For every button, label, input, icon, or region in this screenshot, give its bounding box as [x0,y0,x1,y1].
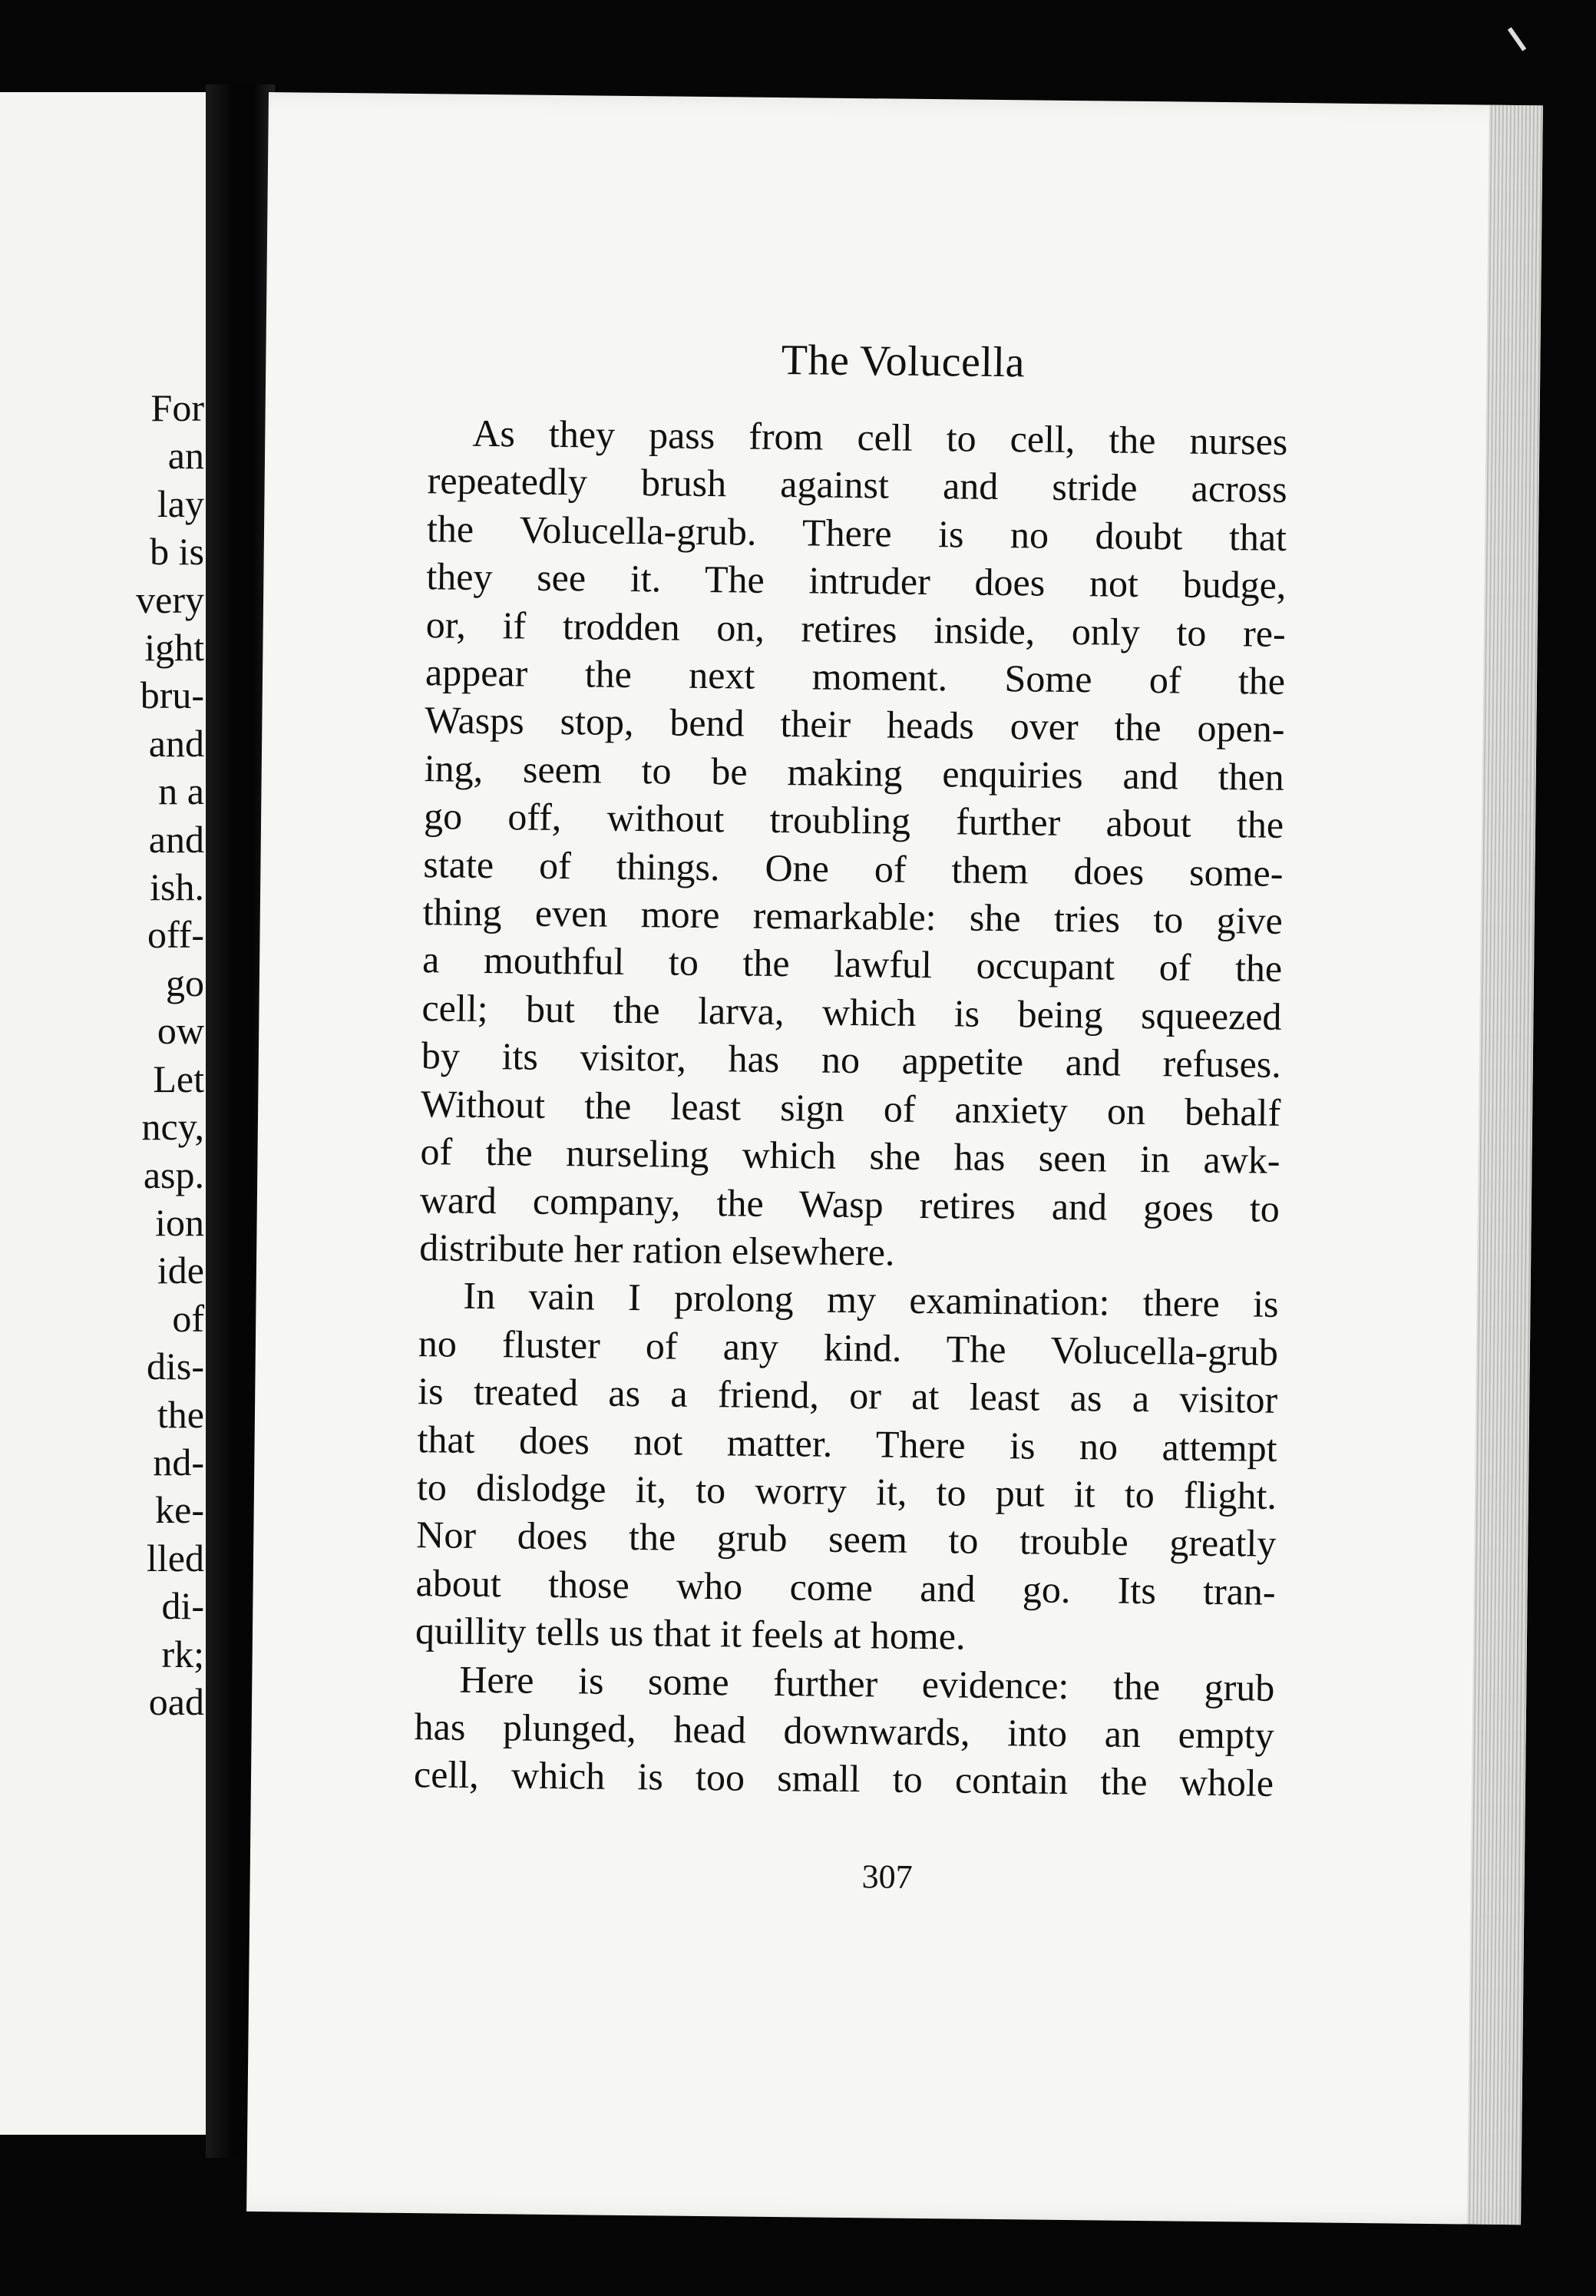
text-line: by its visitor, has no appetite and refuses. [421,1034,1282,1087]
left-line: Let [153,1057,204,1100]
left-line: go [166,961,204,1004]
left-line: b is [150,530,204,574]
left-line: ow [157,1009,204,1053]
text-line: thing even more remarkable: she tries to give [422,890,1284,942]
text-line: that does not matter. There is no attempt [417,1417,1277,1470]
left-line: and [148,817,204,861]
text-line: Here is some further evidence: the grub [459,1657,1275,1709]
left-line: ncy, [141,1105,204,1149]
left-page [0,92,206,2135]
left-line: asp. [143,1153,204,1196]
text-line: Nor does the grub seem to trouble greatly [416,1513,1277,1566]
text-line: distribute her ration elsewhere. [418,1226,895,1274]
text-line: about those who come and go. Its tran- [415,1560,1276,1613]
text-line: is treated as a friend, or at least as a visitor [418,1369,1278,1421]
left-line: rk; [161,1632,204,1676]
left-line: ish. [150,865,204,909]
left-line: di- [161,1584,204,1628]
left-line: lay [157,481,204,525]
left-line: For [150,386,204,429]
text-line: state of things. One of them does some- [423,842,1284,895]
left-line: very [136,577,204,621]
left-line: bru- [140,673,204,717]
paragraph-3 [414,1655,1275,1808]
left-line: nd- [153,1440,204,1484]
left-line: dis- [147,1345,204,1388]
text-line: ward company, the Wasp retires and goes to [419,1177,1280,1230]
page-number: 307 [861,1858,913,1896]
left-line: an [167,434,204,478]
text-line: ing, seem to be making enquiries and then [424,746,1285,799]
left-line: of [172,1296,204,1340]
left-line: ion [155,1200,204,1244]
left-line: the [157,1392,204,1436]
text-line: appear the next moment. Some of the [425,650,1286,703]
left-line: n a [158,769,204,813]
text-line: to dislodge it, to worry it, to put it to flight. [416,1465,1277,1517]
text-line: go off, without troubling further about the [423,794,1284,847]
text-line: cell; but the larva, which is being squeezed [421,986,1282,1038]
text-line: or, if trodden on, retires inside, only to re- [425,602,1286,655]
left-line: and [148,721,204,765]
text-line: has plunged, head downwards, into an empty [414,1705,1274,1757]
text-line: cell, which is too small to contain the whole [413,1752,1274,1805]
text-line: As they pass from cell to cell, the nurses [472,411,1288,463]
text-line: a mouthful to the lawful occupant of the [421,938,1283,991]
text-line: repeatedly brush against and stride across [427,458,1287,511]
text-line: Without the least sign of anxiety on behalf [420,1081,1281,1134]
left-line: ke- [155,1488,204,1532]
text-line: the Volucella-grub. There is no doubt that [426,507,1287,559]
left-line: oad [148,1679,204,1723]
body-text [414,409,1288,1807]
left-line: lled [147,1536,204,1580]
text-line: quillity tells us that it feels at home. [415,1609,966,1658]
text-line: In vain I prolong my examination: there is [463,1274,1279,1326]
text-line: Wasps stop, bend their heads over the open- [425,698,1285,751]
right-page [246,92,1543,2225]
text-line: no fluster of any kind. The Volucella-grub [418,1321,1279,1374]
left-line: ide [157,1249,204,1292]
left-line: off- [147,913,204,957]
text-line: of the nurseling which she has seen in awk- [420,1130,1280,1182]
left-line: ight [144,626,204,670]
left-page-text [0,384,204,1725]
text-line: they see it. The intruder does not budge, [426,554,1287,607]
page-edges [1467,105,1543,2225]
scan-artifact [1508,27,1526,51]
paragraph-1 [419,409,1288,1280]
paragraph-2 [415,1271,1279,1663]
running-head: The Volucella [781,336,1026,387]
